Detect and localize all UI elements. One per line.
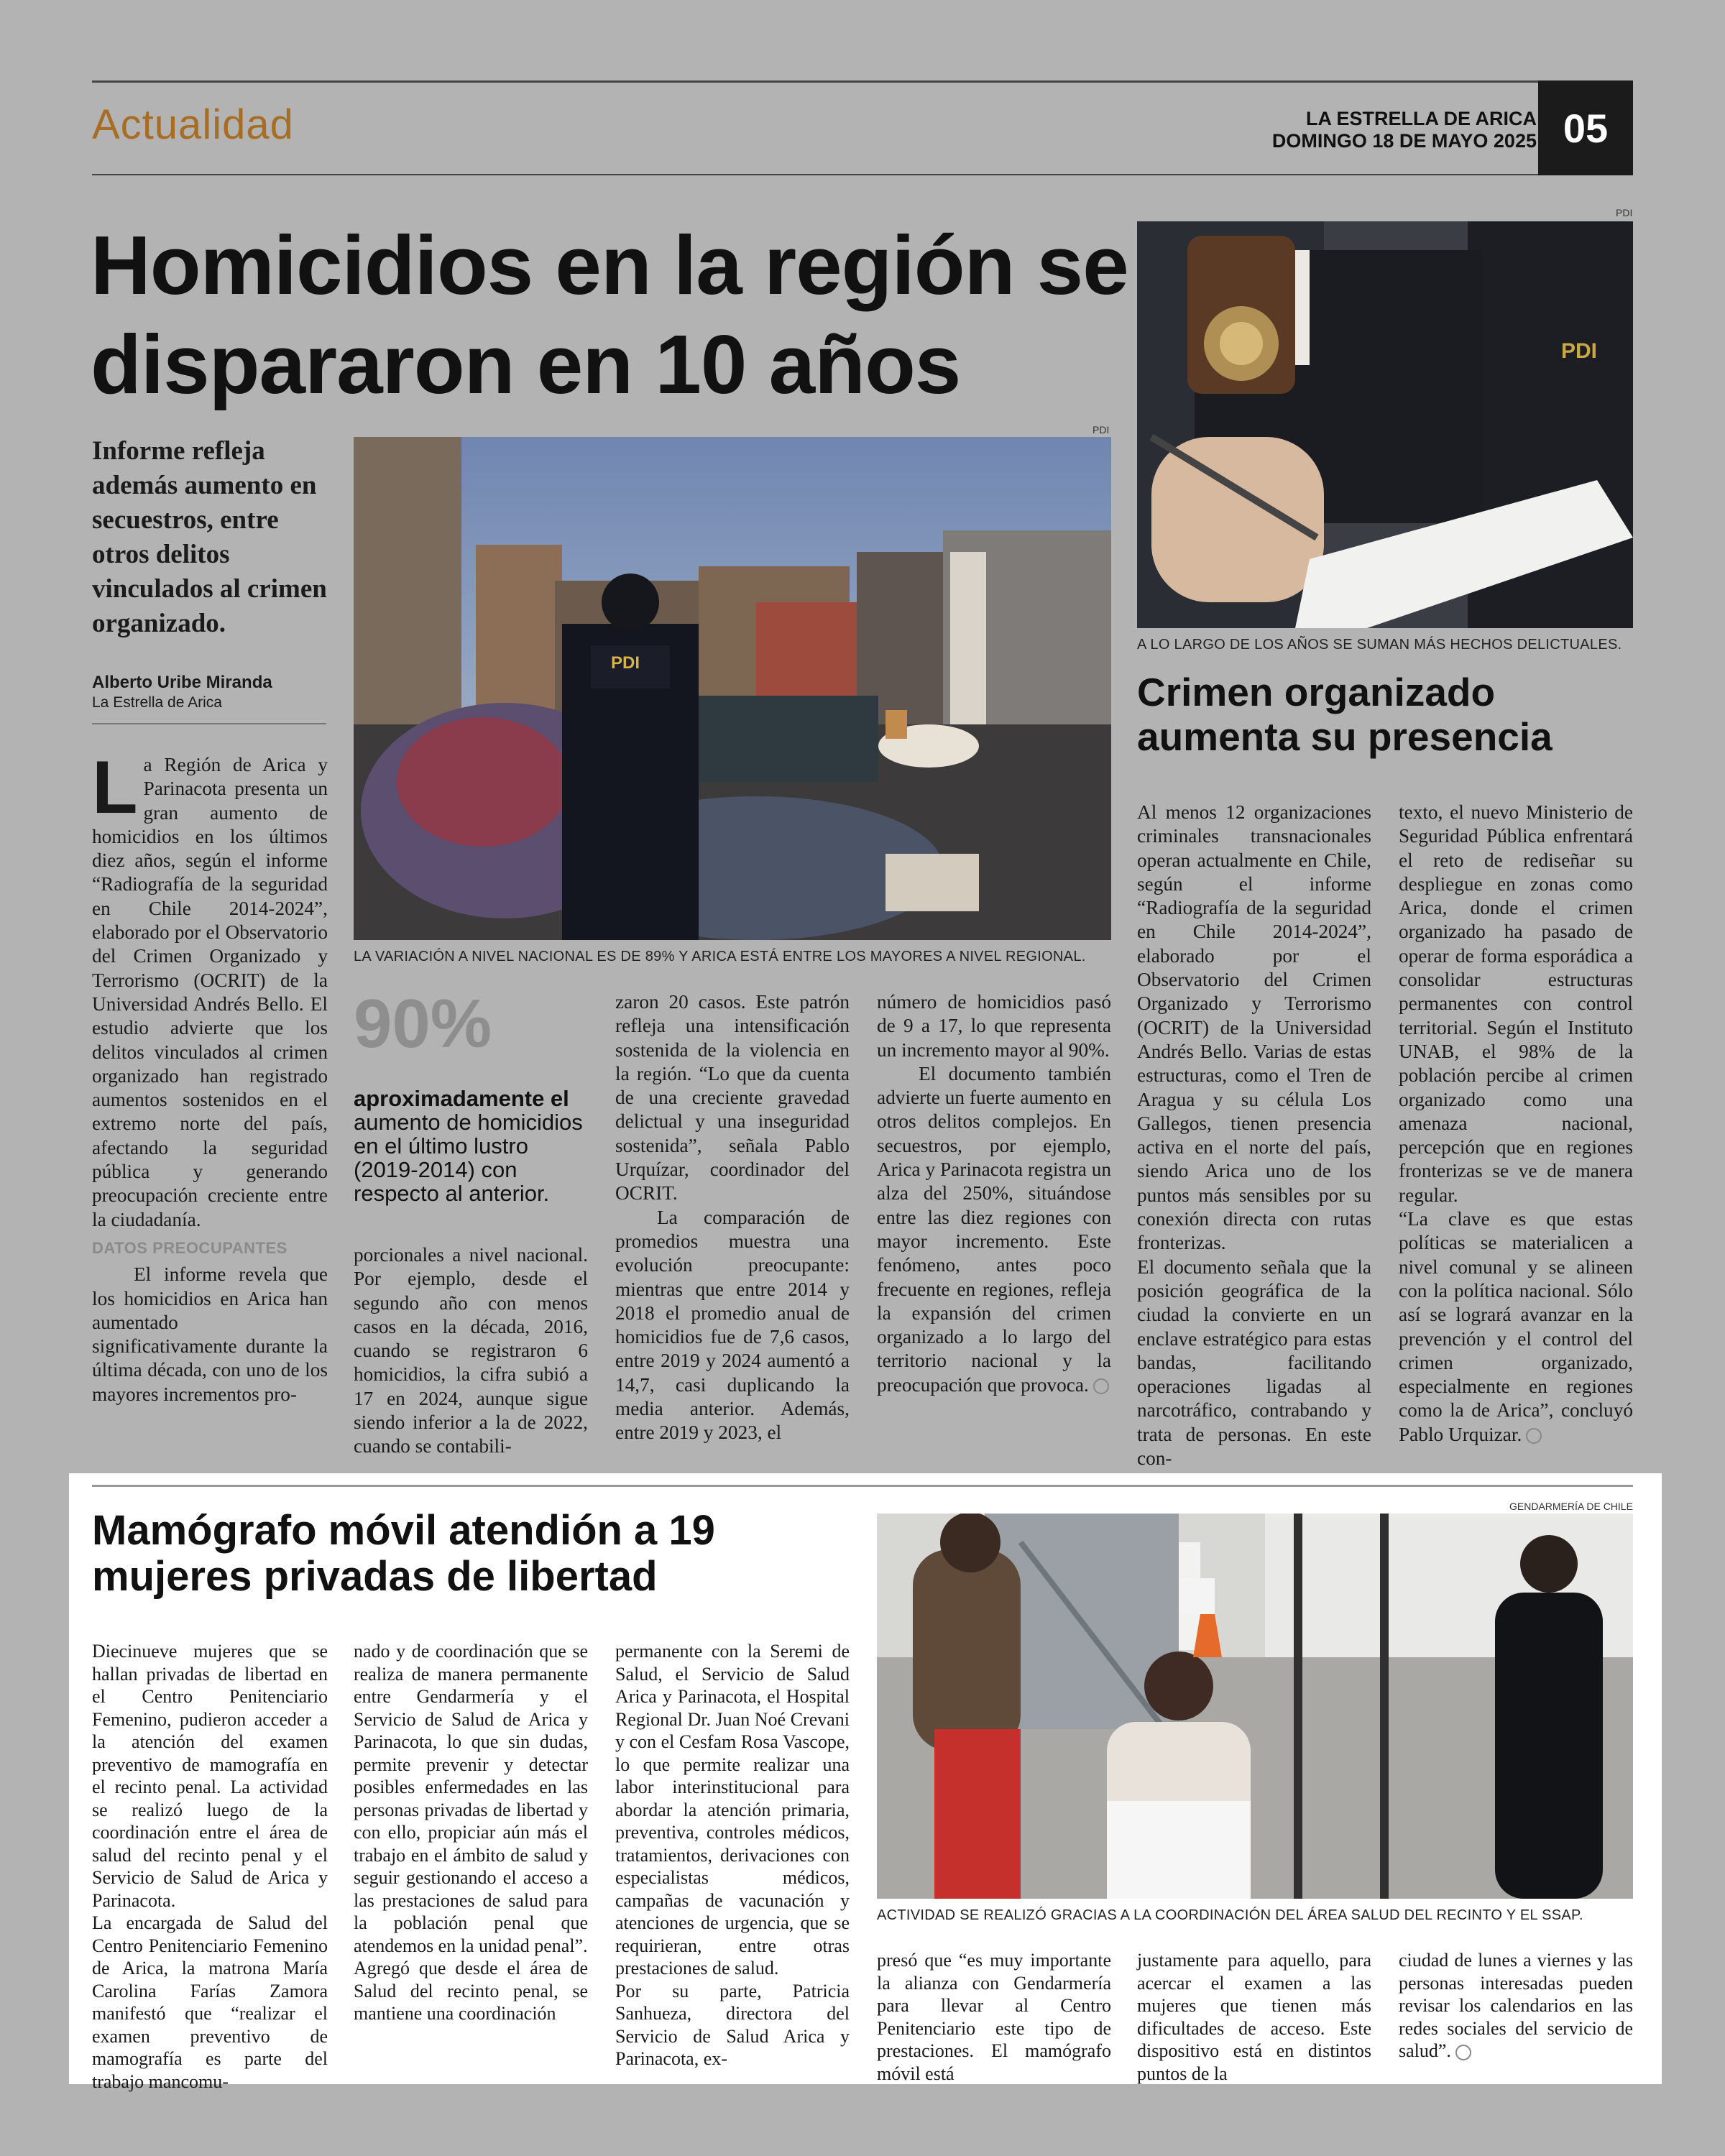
lead-text: a Región de Arica y Parinacota presenta un gran aumento de homicidios en los últimos diez años, según el informe “Radiografía de la seguridad en Chile 2014-2024”, elaborado por el Observatorio del Crimen Organizado y Terrorismo (OCRIT) de la Universidad Andrés Bello. El estudio advierte que los delitos vinculados al crimen organizado han registrado aumentos sostenidos en el extremo norte del país, afectando la seguridad pública y generando preocupación creciente entre la ciudadanía. [92, 754, 328, 1230]
paragraph: El documento señala que la posición geográfica de la ciudad la convierte en un enclave estratégico para estas bandas, facilitando operaciones ligadas al narcotráfico, contrabando y trata de personas. En este con- [1137, 1256, 1371, 1470]
end-mark-icon [1093, 1378, 1109, 1394]
svg-text:PDI: PDI [1561, 339, 1598, 363]
paragraph: número de homicidios pasó de 9 a 17, lo que representa un incremento mayor al 90%. [877, 991, 1111, 1061]
bottom-rule [92, 1485, 1633, 1487]
paragraph: presó que “es muy importante la alianza con Gendarmería para llevar al Centro Penitenciario este tipo de prestaciones. El mamógrafo móvil está [877, 1950, 1111, 2084]
bottom-photo-credit: GENDARMERÍA DE CHILE [1509, 1501, 1633, 1512]
side-photo-credit: PDI [1616, 207, 1633, 218]
side-photo [1137, 221, 1633, 628]
bottom-column-5 [1137, 1949, 1371, 2085]
side-photo-caption: A LO LARGO DE LOS AÑOS SE SUMAN MÁS HECHOS DELICTUALES. [1137, 637, 1622, 653]
masthead [1272, 108, 1537, 152]
paragraph: La comparación de promedios muestra una evolución preocupante: mientras que entre 2014 y 2018 el promedio anual de homicidios fue de 7,6 casos, entre 2019 y 2024 aumentó a 14,7, casi duplicando la media anterior. Además, entre 2019 y 2023, el [615, 1206, 850, 1444]
paragraph: justamente para aquello, para acercar el examen a las mujeres que tienen más dificultades de acceso. Este dispositivo está en distintos puntos de la [1137, 1950, 1371, 2084]
callout-body: aumento de homicidios en el último lustro (2019-2014) con respecto al anterior. [354, 1110, 583, 1206]
paragraph [1399, 1207, 1633, 1447]
callout-number: 90% [354, 985, 492, 1062]
end-mark-icon [1526, 1428, 1542, 1444]
detective-badge-image [1137, 221, 1633, 628]
mammography-scene-image [877, 1514, 1633, 1899]
article-column-1 [92, 746, 328, 1406]
bottom-column-6 [1399, 1949, 1633, 2063]
paragraph: Por su parte, Patricia Sanhueza, directora del Servicio de Salud Arica y Parinacota, ex- [615, 1980, 850, 2069]
section-label: Actualidad [92, 101, 294, 148]
bottom-column-3 [615, 1640, 850, 2070]
section-subtitle: DATOS PREOCUPANTES [92, 1238, 288, 1257]
article-column-2 [354, 1243, 588, 1459]
bottom-column-1 [92, 1640, 328, 2093]
drop-cap: L [92, 746, 138, 829]
svg-text:PDI: PDI [611, 653, 640, 673]
paragraph: permanente con la Seremi de Salud, el Servicio de Salud Arica y Parinacota, el Hospital Regional Dr. Juan Noé Crevani y con el Cesfam Rosa Vascope, lo que permite realizar una labor interinstitucional para abordar la atención primaria, preventiva, controles médicos, tratamientos, derivaciones con especialistas médicos, campañas de vacunación y atenciones de urgencia, que se requirieran, entre otras prestaciones de salud. [615, 1641, 850, 1978]
paragraph-text: ciudad de lunes a viernes y las personas interesadas pueden revisar los calendarios en las redes sociales del servicio de salud”. [1399, 1950, 1633, 2061]
page-number: 05 [1538, 80, 1633, 175]
callout-text [354, 1087, 584, 1205]
issue-date: DOMINGO 18 DE MAYO 2025 [1271, 130, 1537, 152]
paragraph: porcionales a nivel nacional. Por ejemplo, desde el segundo año con menos casos en la década, 2016, cuando se registraron 6 homicidios, la cifra subió a 17 en 2024, aunque sigue siendo inferior a la de 2022, cuando se contabili- [354, 1244, 588, 1457]
lead-paragraph [92, 746, 328, 1232]
side-column-1 [1137, 801, 1371, 1470]
paragraph-text: “La clave es que estas políticas se materialicen a nivel comunal y se alineen con la política nacional. Sólo así se logrará avanzar en la prevención y el control del crimen organizado, especialmente en regiones como la de Arica”, concluyó Pablo Urquizar. [1399, 1208, 1633, 1445]
header-rule [92, 174, 1538, 175]
article-column-3 [615, 990, 850, 1445]
article-column-4 [877, 990, 1111, 1397]
top-rule [92, 80, 1538, 83]
bottom-photo [877, 1514, 1633, 1899]
paragraph [877, 1062, 1111, 1397]
bottom-column-4 [877, 1949, 1111, 2085]
paragraph: La encargada de Salud del Centro Penitenciario Femenino de Arica, la matrona María Carolina Farías Zamora manifestó que “realizar el examen preventivo de mamografía es parte del trabajo mancomu- [92, 1912, 328, 2092]
paper-name: LA ESTRELLA DE ARICA [1306, 108, 1537, 129]
bottom-photo-caption: ACTIVIDAD SE REALIZÓ GRACIAS A LA COORDINACIÓN DEL ÁREA SALUD DEL RECINTO Y EL SSAP. [877, 1907, 1583, 1923]
paragraph: El informe revela que los homicidios en Arica han aumentado significativamente durante la última década, con uno de los mayores incrementos pro- [92, 1263, 328, 1405]
bottom-column-2 [354, 1640, 588, 2025]
byline-author: Alberto Uribe Miranda [92, 673, 272, 692]
paragraph-text: El documento también advierte un fuerte aumento en otros delitos complejos. En secuestros, por ejemplo, Arica y Parinacota registra un alza del 250%, situándose entre las diez regiones con mayor incremento. Este fenómeno, antes poco frecuente en regiones, refleja la expansión del crimen organizado a lo largo del territorio nacional y la preocupación que provoca. [877, 1062, 1111, 1396]
side-column-2 [1399, 801, 1633, 1447]
main-photo-caption: LA VARIACIÓN A NIVEL NACIONAL ES DE 89% Y ARICA ESTÁ ENTRE LOS MAYORES A NIVEL REGIONAL. [354, 949, 1086, 964]
paragraph: Diecinueve mujeres que se hallan privadas de libertad en el Centro Penitenciario Femenino, pudieron acceder a la atención del examen preventivo de mamografía en el recinto penal. La actividad se realizó luego de la coordinación entre el área de salud del recinto penal y el Servicio de Salud de Arica y Parinacota. [92, 1641, 328, 1911]
main-subhead: Informe refleja además aumento en secuestros, entre otros delitos vinculados al crimen organizado. [92, 436, 327, 638]
byline-outlet: La Estrella de Arica [92, 694, 222, 711]
main-photo-credit: PDI [1092, 424, 1110, 436]
pdi-officer-scene-image [354, 437, 1111, 940]
paragraph [1399, 1949, 1633, 2063]
paragraph: Agregó que desde el área de Salud del recinto penal, se mantiene una coordinación [354, 1958, 588, 2024]
paragraph: zaron 20 casos. Este patrón refleja una intensificación sostenida de la violencia en la región. “Lo que da cuenta de una creciente gravedad delictual y una inseguridad sostenida”, señala Pablo Urquízar, coordinador del OCRIT. [615, 991, 850, 1204]
paragraph: nado y de coordinación que se realiza de manera permanente entre Gendarmería y el Servicio de Salud de Arica y Parinacota, lo que sin dudas, permite prevenir y detectar posibles enfermedades en las personas privadas de libertad y con ello, propiciar aún más el trabajo en el ámbito de salud y seguir gestionando el acceso a las prestaciones de salud para la población penal que atendemos en la unidad penal”. [354, 1641, 588, 1956]
paragraph: Al menos 12 organizaciones criminales transnacionales operan actualmente en Chile, según el informe “Radiografía de la seguridad en Chile 2014-2024”, elaborado por el Observatorio del Crimen Organizado y Terrorismo (OCRIT) de la Universidad Andrés Bello. Varias de estas estructuras, como el Tren de Aragua y su célula Los Gallegos, tienen presencia activa en el norte del país, siendo Arica uno de los puntos más sensibles por su conexión directa con rutas fronterizas. [1137, 801, 1371, 1254]
side-headline: Crimen organizado aumenta su presencia [1137, 670, 1552, 759]
byline-rule [92, 723, 326, 724]
paragraph: texto, el nuevo Ministerio de Seguridad Pública enfrentará el reto de rediseñar su despliegue en zonas como Arica, donde el crimen organizado ha pasado de operar de forma esporádica a consolidar estructuras permanentes con control territorial. Según el Instituto UNAB, el 98% de la población percibe al crimen organizado como una amenaza nacional, percepción que en regiones fronterizas se ve de manera regular. [1399, 801, 1633, 1206]
end-mark-icon [1455, 2045, 1471, 2060]
main-headline: Homicidios en la región se dispararon en 10 años [91, 218, 1128, 411]
main-photo [354, 437, 1111, 940]
callout-bold: aproximadamente el [354, 1086, 569, 1111]
bottom-headline: Mamógrafo móvil atendión a 19 mujeres privadas de libertad [92, 1507, 715, 1600]
